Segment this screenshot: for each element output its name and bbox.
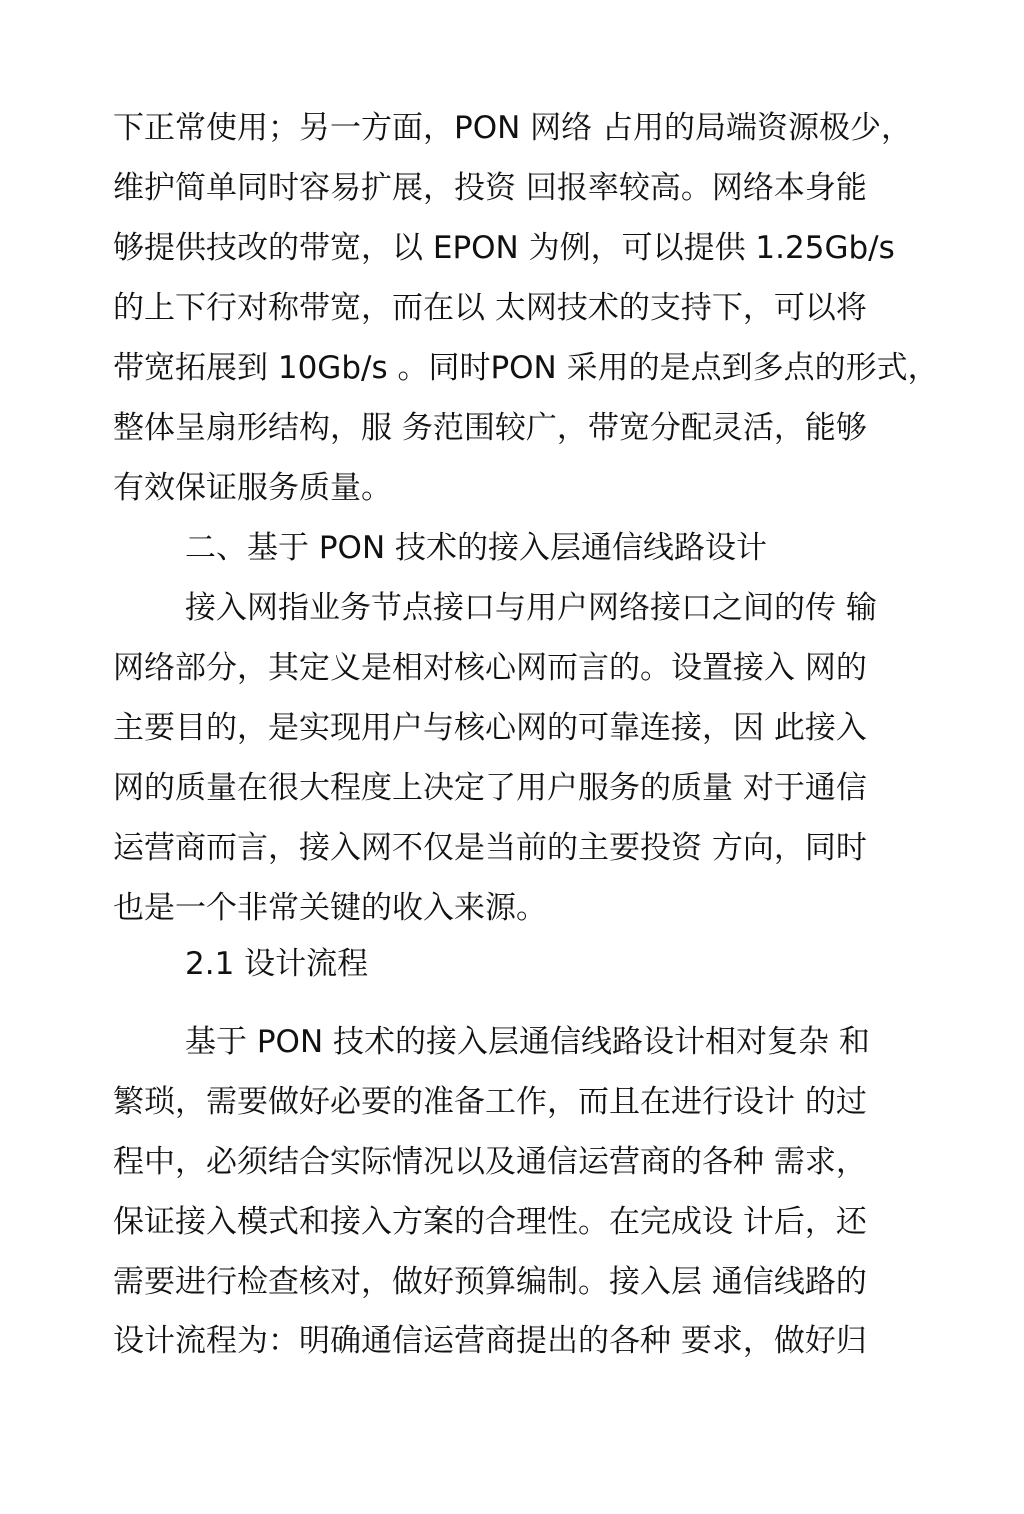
text-line: 需要进行检查核对，做好预算编制。接入层 通信线路的 xyxy=(113,1264,867,1300)
text-line: 维护简单同时容易扩展，投资 回报率较高。网络本身能 xyxy=(113,170,867,206)
text-line: 网络部分，其定义是相对核心网而言的。设置接入 网的 xyxy=(113,650,867,686)
text-line: 也是一个非常关键的收入来源。 xyxy=(113,890,547,926)
text-line: 整体呈扇形结构，服 务范围较广，带宽分配灵活，能够 xyxy=(113,410,867,446)
text-line: 网的质量在很大程度上决定了用户服务的质量 对于通信 xyxy=(113,770,867,806)
text-line: 够提供技改的带宽，以 EPON 为例，可以提供 1.25Gb/s xyxy=(113,230,895,266)
text-line: 运营商而言，接入网不仅是当前的主要投资 方向，同时 xyxy=(113,830,867,866)
text-line: 下正常使用；另一方面，PON 网络 占用的局端资源极少， xyxy=(113,110,912,146)
subsection-heading: 2.1 设计流程 xyxy=(185,946,369,982)
section-heading: 二、基于 PON 技术的接入层通信线路设计 xyxy=(185,530,767,566)
text-line: 的上下行对称带宽，而在以 太网技术的支持下，可以将 xyxy=(113,290,867,326)
text-line: 设计流程为：明确通信运营商提出的各种 要求，做好归 xyxy=(113,1323,867,1359)
text-line: 保证接入模式和接入方案的合理性。在完成设 计后，还 xyxy=(113,1204,867,1240)
text-line: 有效保证服务质量。 xyxy=(113,470,392,506)
text-line: 接入网指业务节点接口与用户网络接口之间的传 输 xyxy=(185,590,877,626)
text-line: 基于 PON 技术的接入层通信线路设计相对复杂 和 xyxy=(185,1024,870,1060)
text-line: 繁琐，需要做好必要的准备工作，而且在进行设计 的过 xyxy=(113,1084,867,1120)
text-line: 带宽拓展到 10Gb/s 。同时PON 采用的是点到多点的形式， xyxy=(113,350,939,386)
text-line: 程中，必须结合实际情况以及通信运营商的各种 需求， xyxy=(113,1144,867,1180)
text-line: 主要目的，是实现用户与核心网的可靠连接，因 此接入 xyxy=(113,710,867,746)
